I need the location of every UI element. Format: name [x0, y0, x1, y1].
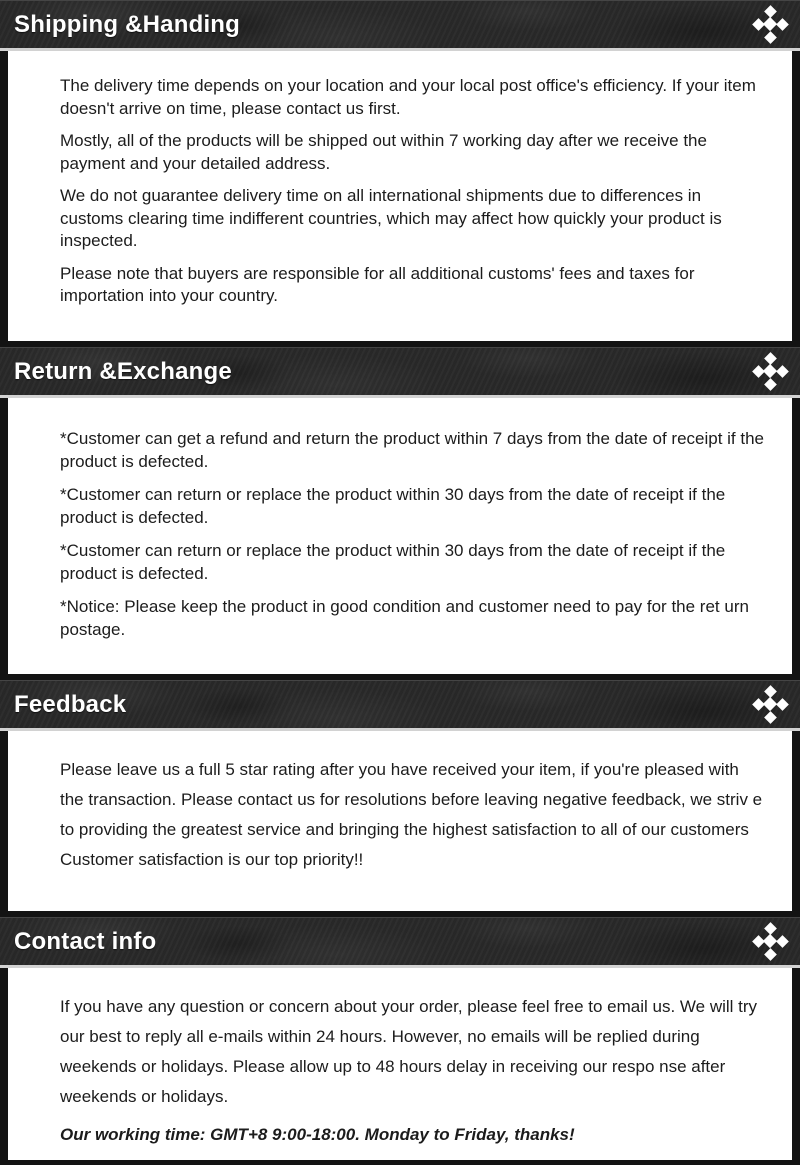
paragraph: *Customer can return or replace the product within 30 days from the date of receipt if the product is defected.	[60, 541, 726, 583]
paragraph: Mostly, all of the products will be shipped out within 7 working day after we receive the payment and your detailed address.	[60, 131, 707, 173]
paragraph: *Notice: Please keep the product in good condition and customer need to pay for the ret urn postage.	[60, 597, 749, 639]
paragraph: If you have any question or concern about your order, please feel free to email us. We will try our best to reply all e-mails within 24 hours. However, no emails will be replied during weekends or holidays. Please allow up to 48 hours delay in receiving our respo nse after weekends or holidays.	[60, 997, 758, 1106]
section-title: Contact info	[14, 927, 157, 955]
paragraph: *Customer can return or replace the product within 30 days from the date of receipt if the product is defected.	[60, 485, 726, 527]
diamond-cluster-icon	[751, 353, 789, 391]
section-header-shipping	[0, 0, 800, 51]
section-title: Feedback	[14, 690, 127, 718]
section-header-feedback	[0, 680, 800, 731]
diamond-cluster-icon	[751, 923, 789, 961]
paragraph: We do not guarantee delivery time on all international shipments due to differences in customs clearing time indifferent countries, which may affect how quickly your product is inspected.	[60, 186, 722, 250]
section-header-return	[0, 347, 800, 398]
paragraph: *Customer can get a refund and return the product within 7 days from the date of receipt if the product is defected.	[60, 429, 765, 471]
section-title: Return &Exchange	[14, 357, 232, 385]
section-panel-contact	[8, 968, 792, 1160]
paragraph: The delivery time depends on your location and your local post office's efficiency. If your item doesn't arrive on time, please contact us first.	[60, 76, 756, 118]
section-panel-return	[8, 398, 792, 674]
diamond-cluster-icon	[751, 6, 789, 44]
paragraph: Please leave us a full 5 star rating after you have received your item, if you're pleased with the transaction. Please contact us for resolutions before leaving negative feedback, we striv e to providing the greatest service and bringing the highest satisfaction to all of our customers Customer satisfaction is our top priority!!	[60, 760, 763, 869]
section-title: Shipping &Handing	[14, 10, 241, 38]
section-panel-shipping	[8, 51, 792, 341]
diamond-cluster-icon	[751, 686, 789, 724]
working-time-note: Our working time: GMT+8 9:00-18:00. Monday to Friday, thanks!	[60, 1125, 575, 1144]
section-header-contact	[0, 917, 800, 968]
section-panel-feedback	[8, 731, 792, 911]
paragraph: Please note that buyers are responsible for all additional customs' fees and taxes for importation into your country.	[60, 263, 695, 305]
